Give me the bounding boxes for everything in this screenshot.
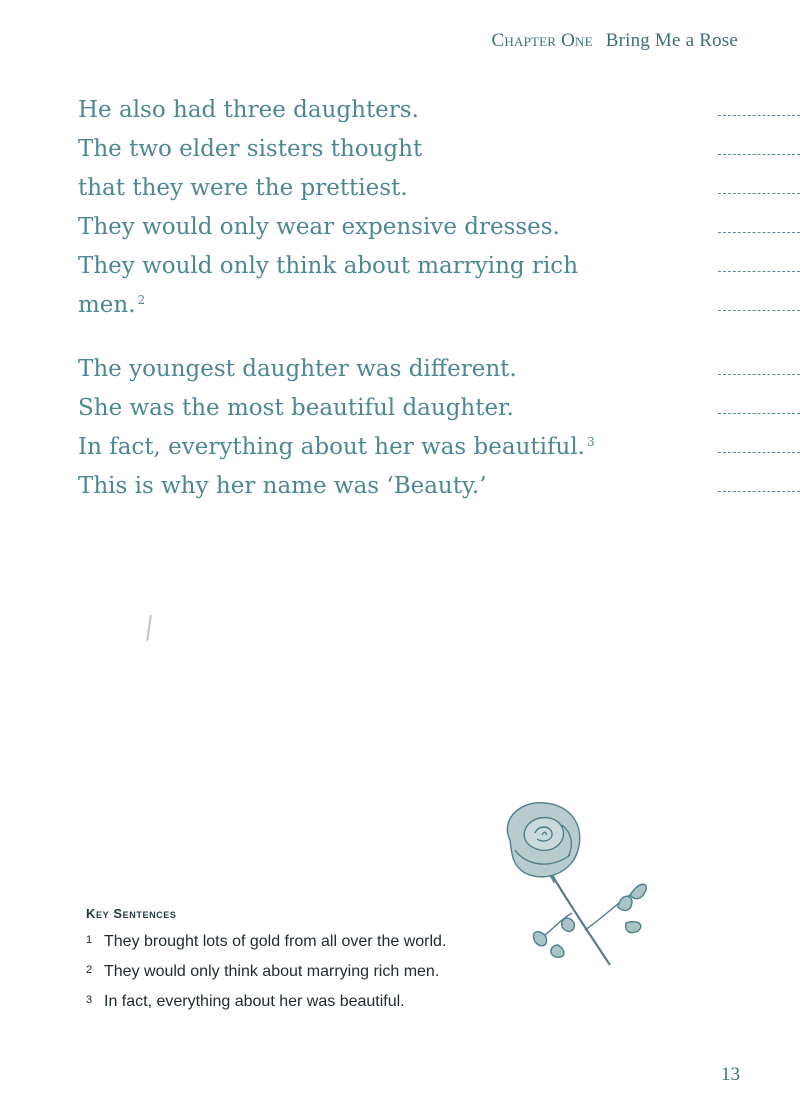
chapter-label: Chapter One xyxy=(491,30,593,51)
text-line xyxy=(78,91,800,130)
paragraph-1 xyxy=(78,91,800,325)
line-text: In fact, everything about her was beautiful. xyxy=(78,434,585,460)
answer-blank xyxy=(718,452,800,453)
text-line xyxy=(78,389,800,428)
item-number: 3 xyxy=(86,994,93,1006)
item-text: They brought lots of gold from all over the world. xyxy=(104,933,447,950)
line-text: They would only think about marrying rich xyxy=(78,253,579,279)
page-number: 13 xyxy=(721,1064,740,1085)
text-line xyxy=(78,208,800,247)
scan-mark xyxy=(146,615,152,641)
line-text: that they were the prettiest. xyxy=(78,175,408,201)
rose-icon xyxy=(490,795,660,975)
text-line xyxy=(78,428,800,467)
text-line xyxy=(78,286,800,325)
item-number: 2 xyxy=(86,964,93,976)
key-sentence-item xyxy=(86,927,446,957)
line-text: men. xyxy=(78,292,136,318)
footnote-marker: 2 xyxy=(137,293,146,307)
paragraph-2 xyxy=(78,350,800,506)
answer-blank xyxy=(718,413,800,414)
key-sentences xyxy=(86,906,446,1017)
answer-blank xyxy=(718,374,800,375)
text-line xyxy=(78,169,800,208)
answer-blank xyxy=(718,154,800,155)
text-line xyxy=(78,130,800,169)
item-text: They would only think about marrying rich men. xyxy=(104,963,440,980)
text-line xyxy=(78,350,800,389)
key-sentences-title: Key Sentences xyxy=(86,906,177,921)
chapter-title: Bring Me a Rose xyxy=(605,30,738,51)
line-text: This is why her name was ‘Beauty.’ xyxy=(78,473,487,499)
text-line xyxy=(78,247,800,286)
answer-blank xyxy=(718,271,800,272)
line-text: He also had three daughters. xyxy=(78,97,419,123)
text-line xyxy=(78,467,800,506)
line-text: The two elder sisters thought xyxy=(78,136,423,162)
item-number: 1 xyxy=(86,934,93,946)
answer-blank xyxy=(718,310,800,311)
answer-blank xyxy=(718,232,800,233)
answer-blank xyxy=(718,491,800,492)
line-text: They would only wear expensive dresses. xyxy=(78,214,560,240)
running-header xyxy=(492,30,738,52)
key-sentence-item xyxy=(86,987,446,1017)
key-sentence-item xyxy=(86,957,446,987)
line-text: She was the most beautiful daughter. xyxy=(78,395,514,421)
item-text: In fact, everything about her was beautiful. xyxy=(104,993,405,1010)
line-text: The youngest daughter was different. xyxy=(78,356,517,382)
answer-blank xyxy=(718,193,800,194)
answer-blank xyxy=(718,115,800,116)
footnote-marker: 3 xyxy=(587,435,595,449)
